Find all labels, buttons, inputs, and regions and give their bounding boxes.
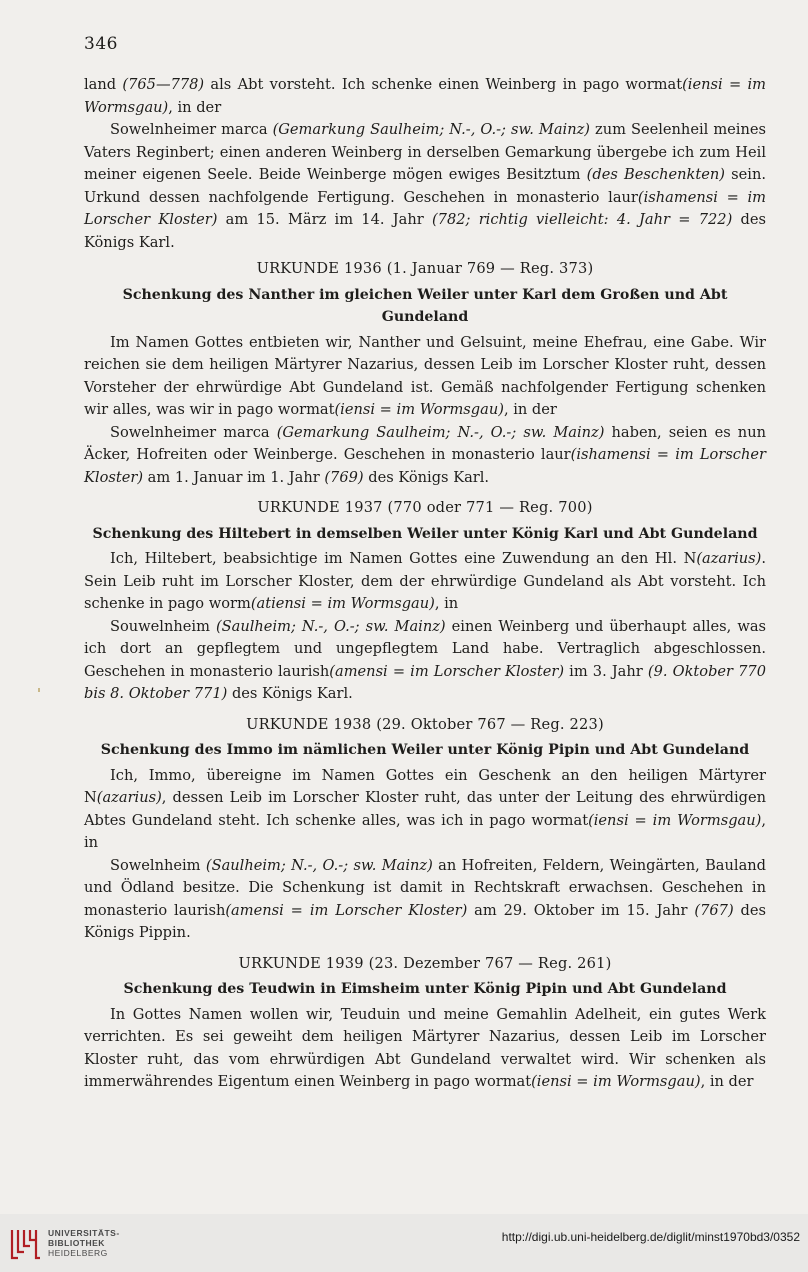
section-heading: URKUNDE 1937 (770 oder 771 — Reg. 700): [257, 499, 593, 516]
italic-annotation: (iensi = im Wormsgau): [334, 401, 504, 418]
paper-speck: [38, 688, 40, 692]
paragraph: Ich, Immo, übereigne im Namen Gottes ein Geschenk an den heiligen Märtyrer N(azarius), dessen Leib im Lorscher Kloster ruht, das unter der Leitung des ehrwürdigen Abtes Gundeland steht. Ich schenke alles, was ich in pago wormat(iensi = im Wormsgau), in: [84, 766, 766, 851]
italic-annotation: (ishamensi = im Lorscher Kloster): [84, 446, 766, 486]
italic-annotation: (des Beschenkten): [586, 166, 725, 183]
section-title: Schenkung des Hiltebert in demselben Weiler unter König Karl und Abt Gundeland: [92, 525, 758, 542]
italic-annotation: (782; richtig vielleicht: 4. Jahr = 722): [431, 211, 733, 228]
section-title: Schenkung des Immo im nämlichen Weiler unter König Pipin und Abt Gundeland: [100, 742, 750, 758]
paragraph: Sowelnheim (Saulheim; N.-, O.-; sw. Mainz) an Hofreiten, Feldern, Weingärten, Bauland und Ödland besitze. Die Schenkung ist damit in Rechtskraft erwachsen. Geschehen in monasterio laurish(amensi = im Lorscher Kloster) am 29. Oktober im 15. Jahr (767) des Königs Pippin.: [84, 856, 767, 941]
italic-annotation: (Gemarkung Saulheim; N.-, O.-; sw. Mainz): [276, 423, 605, 441]
italic-annotation: (iensi = im Wormsgau): [531, 1073, 701, 1090]
logo-text: [48, 1228, 120, 1258]
section-heading: URKUNDE 1938 (29. Oktober 767 — Reg. 223): [246, 715, 604, 733]
italic-annotation: (Gemarkung Saulheim; N.-, O.-; sw. Mainz): [272, 121, 590, 138]
urkunde-1937: [84, 497, 766, 706]
urkunde-1938: [84, 714, 766, 945]
italic-annotation: (atiensi = im Wormsgau): [250, 595, 435, 612]
italic-annotation: (765—778): [122, 76, 205, 93]
italic-annotation: (Saulheim; N.-, O.-; sw. Mainz): [215, 617, 446, 635]
logo-line-3: HEIDELBERG: [48, 1248, 108, 1258]
paragraph: Ich, Hiltebert, beabsichtige im Namen Gottes eine Zuwendung an den Hl. N(azarius). Sein Leib ruht im Lorscher Kloster, dem der ehrwürdige Gundeland als Abt vorsteht. Ich schenke in pago worm(atiensi = im Wormsgau), in: [84, 550, 766, 612]
urkunde-1939: [84, 953, 766, 1094]
university-library-logo-icon[interactable]: [8, 1224, 44, 1264]
paragraph: In Gottes Namen wollen wir, Teuduin und meine Gemahlin Adelheit, ein gutes Werk verrichten. Es sei geweiht dem heiligen Märtyrer Nazarius, dessen Leib im Lorscher Kloster ruht, das vom ehrwürdigen Abt Gundeland verwaltet wird. Wir schenken als immerwährendes Eigentum einen Weinberg in pago wormat(iensi = im Wormsgau), in der: [84, 1005, 766, 1090]
page-number: 346: [84, 34, 118, 54]
italic-annotation: (769): [324, 468, 364, 486]
section-heading: URKUNDE 1936 (1. Januar 769 — Reg. 373): [256, 260, 594, 277]
italic-annotation: (azarius): [96, 789, 162, 806]
logo-line-1: UNIVERSITÄTS-: [48, 1228, 120, 1238]
paragraph: Im Namen Gottes entbieten wir, Nanther und Gelsuint, meine Ehefrau, eine Gabe. Wir reichen sie dem heiligen Märtyrer Nazarius, dessen Leib im Lorscher Kloster ruht, dessen Vorsteher der ehrwürdige Abt Gundeland ist. Gemäß nachfolgender Fertigung schenken wir alles, was wir in pago wormat(iensi = im Wormsgau), in der: [84, 333, 766, 418]
source-url-link[interactable]: http://digi.ub.uni-heidelberg.de/diglit/minst1970bd3/0352: [501, 1230, 800, 1244]
italic-annotation: (767): [694, 901, 734, 919]
italic-annotation: (amensi = im Lorscher Kloster): [225, 901, 468, 919]
italic-annotation: (iensi = im Wormsgau): [84, 76, 767, 116]
paragraph: Sowelnheimer marca (Gemarkung Saulheim; N.-, O.-; sw. Mainz) haben, seien es nun Äcker, Hofreiten oder Weinberge. Geschehen in monasterio laur(ishamensi = im Lorscher Kloster) am 1. Januar im 1. Jahr (769) des Königs Karl.: [84, 423, 767, 486]
footer-bar: [0, 1214, 808, 1272]
italic-annotation: (ishamensi = im Lorscher Kloster): [84, 188, 766, 228]
intro-paragraph-2: Sowelnheimer marca (Gemarkung Saulheim; N.-, O.-; sw. Mainz) zum Seelenheil meines Vaters Reginbert; einen anderen Weinberg in derselben Gemarkung übergebe ich zum Heil meiner eigenen Seele. Beide Weinberge mögen ewiges Besitztum (des Beschenkten) sein. Urkund dessen nachfolgende Fertigung. Geschehen in monasterio laur(ishamensi = im Lorscher Kloster) am 15. März im 14. Jahr (782; richtig vielleicht: 4. Jahr = 722) des Königs Karl.: [84, 121, 767, 251]
logo-line-2: BIBLIOTHEK: [48, 1238, 105, 1248]
italic-annotation: (Saulheim; N.-, O.-; sw. Mainz): [205, 856, 433, 874]
section-title: Schenkung des Teudwin in Eimsheim unter König Pipin und Abt Gundeland: [123, 981, 727, 997]
italic-annotation: (9. Oktober 770 bis 8. Oktober 771): [84, 662, 767, 702]
paragraph: Souwelnheim (Saulheim; N.-, O.-; sw. Mainz) einen Weinberg und überhaupt alles, was ich dort an gepflegtem und ungepflegtem Land habe. Vertraglich abgeschlossen. Geschehen in monasterio laurish(amensi = im Lorscher Kloster) im 3. Jahr (9. Oktober 770 bis 8. Oktober 771) des Königs Karl.: [84, 617, 767, 702]
italic-annotation: (iensi = im Wormsgau): [588, 811, 762, 829]
italic-annotation: (amensi = im Lorscher Kloster): [329, 662, 565, 680]
section-heading: URKUNDE 1939 (23. Dezember 767 — Reg. 261): [238, 954, 612, 972]
page-content: [84, 74, 766, 1094]
intro-paragraph-1: land (765—778) als Abt vorsteht. Ich schenke einen Weinberg in pago wormat(iensi = im Wormsgau), in der: [84, 76, 767, 116]
urkunde-1936: [84, 258, 766, 489]
section-title: Schenkung des Nanther im gleichen Weiler unter Karl dem Großen und Abt Gundeland: [122, 286, 728, 325]
italic-annotation: (azarius): [696, 550, 762, 567]
